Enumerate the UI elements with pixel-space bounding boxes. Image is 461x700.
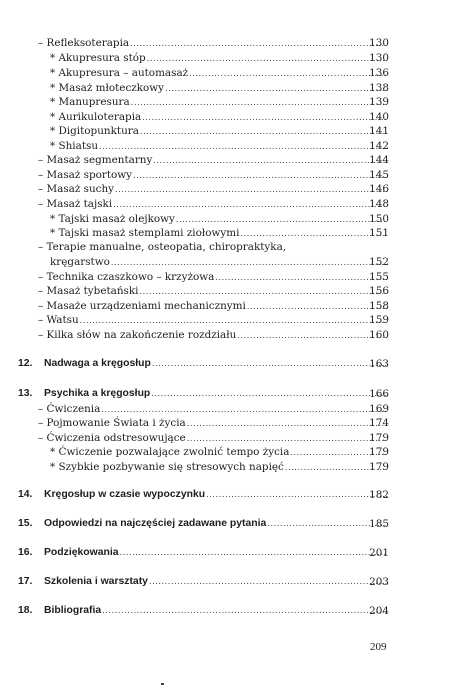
dot-leader <box>151 387 387 401</box>
toc-entry <box>0 110 461 124</box>
toc-entry-title: * Akupresura stóp <box>50 52 146 64</box>
toc-entry-title: Szkolenia i warsztaty <box>44 576 148 587</box>
toc-entry <box>0 36 461 50</box>
chapter-number: 15. <box>18 518 33 529</box>
toc-entry <box>0 66 461 80</box>
toc-page-number: 148 <box>369 198 389 210</box>
toc-entry <box>0 416 461 430</box>
toc-page-number: 130 <box>369 37 389 49</box>
toc-page-number: 130 <box>369 52 389 64</box>
dot-leader <box>187 432 387 446</box>
toc-entry-title: – Refleksoterapia <box>38 37 130 49</box>
toc-entry <box>0 226 461 240</box>
chapter-number: 13. <box>18 388 33 399</box>
toc-entry <box>0 153 461 167</box>
toc-page-number: 203 <box>369 576 389 588</box>
print-speck <box>161 683 164 685</box>
toc-page-number: 163 <box>369 358 389 370</box>
toc-entry-title: – Kilka słów na zakończenie rozdziału <box>38 329 237 341</box>
dot-leader <box>113 198 387 212</box>
toc-chapter <box>0 517 461 531</box>
toc-page-number: 160 <box>369 329 389 341</box>
toc-entry <box>0 139 461 153</box>
toc-chapter <box>0 575 461 589</box>
toc-entry-title: – Masaż suchy <box>38 183 115 195</box>
dot-leader <box>176 213 387 227</box>
toc-entry <box>0 299 461 313</box>
chapter-number: 16. <box>18 547 33 558</box>
chapter-number: 18. <box>18 605 33 616</box>
toc-entry <box>0 212 461 226</box>
toc-entry <box>0 445 461 459</box>
toc-entry <box>0 328 461 342</box>
dot-leader <box>142 111 387 125</box>
dot-leader <box>120 546 388 560</box>
toc-page-number: 139 <box>369 96 389 108</box>
dot-leader <box>247 300 387 314</box>
toc-page-number: 185 <box>369 518 389 530</box>
toc-page-number: 150 <box>369 213 389 225</box>
toc-page-number: 141 <box>369 125 389 137</box>
toc-entry <box>0 81 461 95</box>
toc-entry <box>0 124 461 138</box>
dot-leader <box>130 37 387 51</box>
toc-entry <box>0 255 461 269</box>
toc-page-number: 136 <box>369 67 389 79</box>
toc-page-number: 142 <box>369 140 389 152</box>
dot-leader <box>115 183 387 197</box>
chapter-number: 12. <box>18 358 33 369</box>
toc-entry <box>0 460 461 474</box>
toc-entry-title: – Masaż tajski <box>38 198 113 210</box>
toc-page-number: 182 <box>369 489 389 501</box>
dot-leader <box>215 271 387 285</box>
toc-entry-title: – Masaż segmentarny <box>38 154 153 166</box>
toc-entry-title: Kręgosłup w czasie wypoczynku <box>44 489 206 500</box>
toc-page-number: 169 <box>369 403 389 415</box>
dot-leader <box>189 67 387 81</box>
toc-entry-title: – Masaże urządzeniami mechanicznymi <box>38 300 246 312</box>
toc-entry <box>0 168 461 182</box>
toc-entry-title: * Digitopunktura <box>50 125 139 137</box>
toc-page-number: 179 <box>369 446 389 458</box>
toc-entry-title: Psychika a kręgosłup <box>44 388 151 399</box>
toc-entry-title: kręgarstwo <box>50 256 110 268</box>
dot-leader <box>101 403 387 417</box>
toc-entry-title: – Pojmowanie Świata i życia <box>38 417 186 429</box>
toc-entry-title: * Tajski masaż stemplami ziołowymi <box>50 227 240 239</box>
toc-entry-title: * Akupresura – automasaż <box>50 67 189 79</box>
toc-page-number: 204 <box>369 605 389 617</box>
toc-chapter <box>0 604 461 618</box>
toc-entry-title: – Watsu <box>38 314 79 326</box>
toc-page-number: 155 <box>369 271 389 283</box>
dot-leader <box>147 52 387 66</box>
toc-entry-title: * Aurikuloterapia <box>50 111 142 123</box>
dot-leader <box>140 285 388 299</box>
toc-entry-title: Odpowiedzi na najczęściej zadawane pytania <box>44 518 267 529</box>
toc-page-number: 140 <box>369 111 389 123</box>
toc-entry-title: Nadwaga a kręgosłup <box>44 358 151 369</box>
toc-page-number: 159 <box>369 314 389 326</box>
toc-entry <box>0 197 461 211</box>
toc-page-number: 158 <box>369 300 389 312</box>
toc-page-number: 151 <box>369 227 389 239</box>
toc-entry <box>0 284 461 298</box>
toc-entry-title: – Masaż tybetański <box>38 285 139 297</box>
toc-page-number: 174 <box>369 417 389 429</box>
toc-entry-title: – Technika czaszkowo – krzyżowa <box>38 271 215 283</box>
toc-page-number: 179 <box>369 432 389 444</box>
dot-leader <box>102 604 387 618</box>
dot-leader <box>152 357 387 371</box>
toc-entry-title: * Shiatsu <box>50 140 99 152</box>
dot-leader <box>237 329 387 343</box>
toc-entry-title: – Ćwiczenia <box>38 403 101 415</box>
toc-entry-title: * Tajski masaż olejkowy <box>50 213 175 225</box>
toc-page-number: 201 <box>369 547 389 559</box>
toc-entry-title: * Masaż młoteczkowy <box>50 82 165 94</box>
chapter-number: 17. <box>18 576 33 587</box>
dot-leader <box>240 227 387 241</box>
toc-page-number: 179 <box>369 461 389 473</box>
toc-entry <box>0 431 461 445</box>
dot-leader <box>131 96 387 110</box>
toc-entry <box>0 51 461 65</box>
toc-entry <box>0 95 461 109</box>
toc-page-number: 166 <box>369 388 389 400</box>
toc-chapter <box>0 387 461 401</box>
toc-entry-title: * Ćwiczenie pozwalające zwolnić tempo życia <box>50 446 290 458</box>
dot-leader <box>165 82 387 96</box>
dot-leader <box>153 154 387 168</box>
toc-chapter <box>0 546 461 560</box>
toc-chapter <box>0 357 461 371</box>
toc-entry-title: – Masaż sportowy <box>38 169 133 181</box>
page-number: 209 <box>370 641 387 653</box>
dot-leader <box>99 140 387 154</box>
dot-leader <box>187 417 387 431</box>
toc-page-number: 156 <box>369 285 389 297</box>
dot-leader <box>206 488 387 502</box>
toc-chapter <box>0 488 461 502</box>
toc-entry-title: Bibliografia <box>44 605 102 616</box>
toc-entry-title: Podziękowania <box>44 547 119 558</box>
toc-page-number: 138 <box>369 82 389 94</box>
toc-entry-title: – Ćwiczenia odstresowujące <box>38 432 186 444</box>
dot-leader <box>133 169 387 183</box>
toc-entry <box>0 313 461 327</box>
toc-entry <box>0 402 461 416</box>
toc-entry-title: * Manupresura <box>50 96 130 108</box>
toc-entry <box>0 270 461 284</box>
dot-leader <box>140 125 387 139</box>
toc-page-number: 146 <box>369 183 389 195</box>
toc-entry-title: * Szybkie pozbywanie się stresowych napięć <box>50 461 284 473</box>
toc-page-number: 145 <box>369 169 389 181</box>
toc-entry <box>0 182 461 196</box>
chapter-number: 14. <box>18 489 33 500</box>
toc-page-number: 152 <box>369 256 389 268</box>
toc-entry-title: – Terapie manualne, osteopatia, chiropraktyka, <box>38 241 287 253</box>
toc-entry <box>0 240 461 254</box>
dot-leader <box>149 575 387 589</box>
dot-leader <box>80 314 387 328</box>
dot-leader <box>111 256 387 270</box>
toc-page-number: 144 <box>369 154 389 166</box>
